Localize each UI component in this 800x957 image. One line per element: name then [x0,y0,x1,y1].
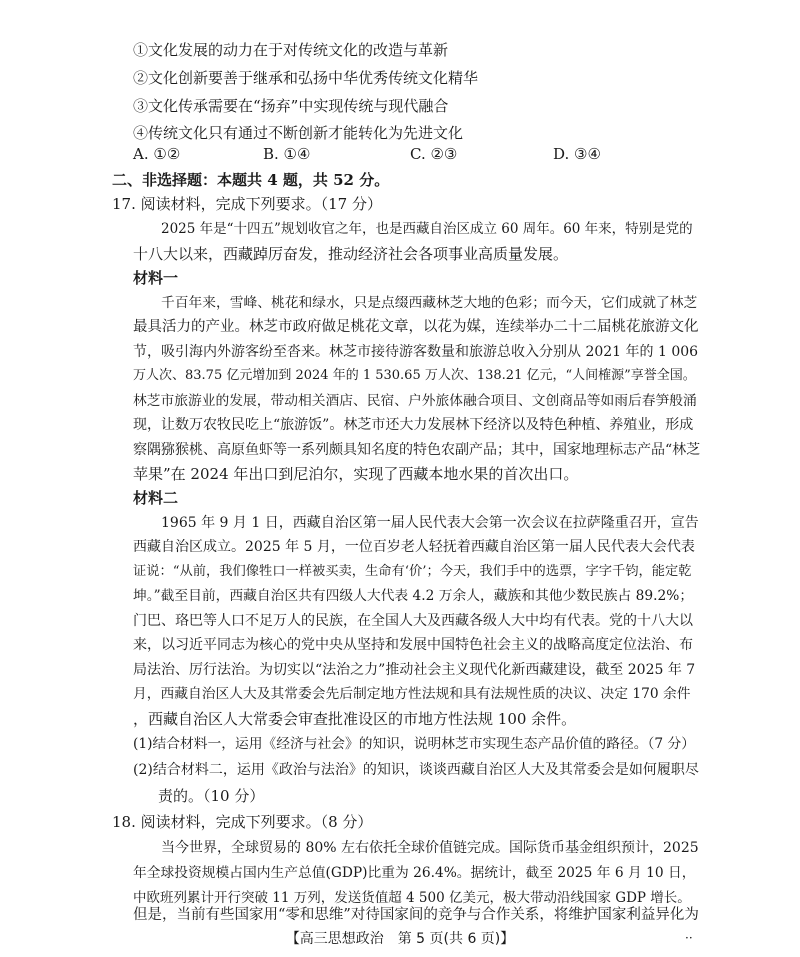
q18-line: 当今世界，全球贸易的 80% 左右依托全球价值链完成。国际货币基金组织预计，2025 [161,840,699,856]
corner-mark: ·· [685,931,693,945]
q17-subquestion-2: (2)结合材料二，运用《政治与法治》的知识，谈谈西藏自治区人大及其常委会是如何履职尽 [133,762,699,778]
q17-title: 17. 阅读材料，完成下列要求。（17 分） [112,195,382,213]
option-b: B. ①④ [263,145,311,163]
material-2-line: 来，以习近平同志为核心的党中央从坚持和发展中国特色社会主义的战略高度定位法治、布 [133,637,693,653]
material-1-line: 最具活力的产业。林芝市政府做足桃花文章，以花为媒，连续举办二十二届桃花旅游文化 [133,319,699,335]
q18-title: 18. 阅读材料，完成下列要求。（8 分） [112,813,373,831]
material-2-line: 西藏自治区成立。2025 年 5 月，一位百岁老人轻抚着西藏自治区第一届人民代表大会代表 [133,539,695,555]
material-1-line: 林芝市旅游业的发展，带动相关酒店、民宿、户外旅体融合项目、文创商品等如雨后春笋般涌 [133,393,697,409]
q17-subquestion-1: (1)结合材料一，运用《经济与社会》的知识，说明林芝市实现生态产品价值的路径。（7 分） [133,736,695,752]
q18-line: 但是，当前有些国家用“零和思维”对待国家间的竞争与合作关系，将维护国家利益异化为 [133,907,699,923]
statement-4: ④传统文化只有通过不断创新才能转化为先进文化 [133,124,464,142]
material-1-title: 材料一 [133,269,179,287]
q18-line: 中欧班列累计开行突破 11 万列，发送货值超 4 500 亿美元，极大带动沿线国家 GDP 增长。 [133,890,691,906]
page-footer: 【高三思想政治 第 5 页(共 6 页)】 [285,931,515,947]
option-c: C. ②③ [410,145,458,163]
section-title: 二、非选择题：本题共 4 题，共 52 分。 [112,171,390,189]
statement-2: ②文化创新要善于继承和弘扬中华优秀传统文化精华 [133,69,479,87]
material-2-line: 月，西藏自治区人大及其常委会先后制定地方性法规和具有法规性质的决议、决定 170 余件 [133,686,691,702]
option-d: D. ③④ [553,145,601,163]
material-1-line: 节，吸引海内外游客纷至沓来。林芝市接待游客数量和旅游总收入分别从 2021 年的 1 006 [133,344,699,360]
q17-intro-line: 2025 年是“十四五”规划收官之年，也是西藏自治区成立 60 周年。60 年来，特别是党的 [161,221,693,237]
statement-1: ①文化发展的动力在于对传统文化的改造与革新 [133,41,449,59]
material-2-line: 门巴、珞巴等人口不足万人的民族，在全国人大及西藏各级人大中均有代表。党的十八大以 [133,613,693,629]
material-1-line: 万人次、83.75 亿元增加到 2024 年的 1 530.65 万人次、138.21 亿元，“人间榷源”享誉全国。 [133,368,696,383]
material-2-line: 局法治、厉行法治。为切实以“法治之力”推动社会主义现代化新西藏建设，截至 2025 年 7 [133,662,696,678]
material-2-line: ，西藏自治区人大常委会审查批准设区的市地方性法规 100 余件。 [133,710,577,728]
material-1-line: 察隅猕猴桃、高原鱼虾等一系列颇具知名度的特色农副产品；其中，国家地理标志产品“林芝 [133,442,701,458]
material-1-line: 现，让数万农牧民吃上“旅游饭”。林芝市还大力发展林下经济以及特色种植、养殖业，形成 [133,417,694,433]
material-2-line: 1965 年 9 月 1 日，西藏自治区第一届人民代表大会第一次会议在拉萨隆重召开，宣告 [161,515,699,531]
q17-intro-line: 十八大以来，西藏踔厉奋发，推动经济社会各项事业高质量发展。 [133,245,569,263]
material-1-line: 苹果”在 2024 年出口到尼泊尔，实现了西藏本地水果的首次出口。 [133,465,579,483]
material-1-line: 千百年来，雪峰、桃花和绿水，只是点缀西藏林芝大地的色彩；而今天，它们成就了林芝 [161,295,698,311]
statement-3: ③文化传承需要在“扬弃”中实现传统与现代融合 [133,97,449,115]
q18-line: 年全球投资规模占国内生产总值(GDP)比重为 26.4%。据统计，截至 2025 年 6 月 10 日， [133,865,696,881]
q17-subquestion-2-cont: 责的。（10 分） [158,787,265,805]
material-2-line: 坤。”截至目前，西藏自治区共有四级人大代表 4.2 万余人，藏族和其他少数民族占 89.2%； [133,588,694,604]
material-2-title: 材料二 [133,489,179,507]
option-a: A. ①② [133,145,181,163]
material-2-line: 证说：“从前，我们像牲口一样被买卖，生命有‘价’；今天，我们手中的选票，字字千钧，能定乾 [133,564,692,579]
